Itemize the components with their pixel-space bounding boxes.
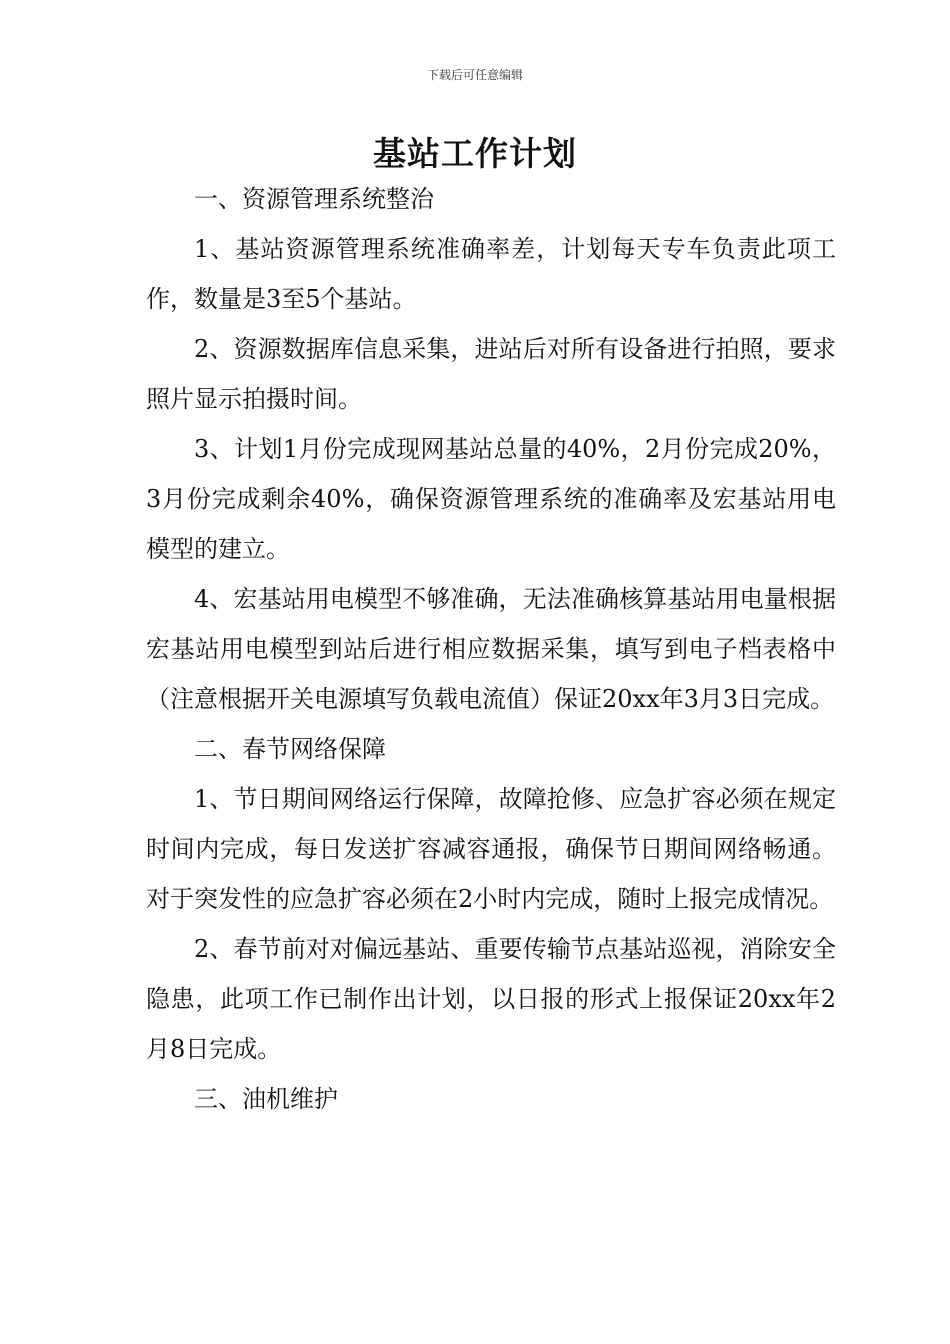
paragraph: 1、节日期间网络运行保障，故障抢修、应急扩容必须在规定时间内完成，每日发送扩容减容通报，确保节日期间网络畅通。对于突发性的应急扩容必须在2小时内完成，随时上报完成情况。 [146, 785, 836, 913]
section-heading-3: 三、油机维护 [194, 1085, 338, 1113]
paragraph: 3、计划1月份完成现网基站总量的40%，2月份完成20%，3月份完成剩余40%，确保资源管理系统的准确率及宏基站用电模型的建立。 [146, 435, 836, 563]
paragraph: 2、春节前对对偏远基站、重要传输节点基站巡视，消除安全隐患，此项工作已制作出计划，以日报的形式上报保证20xx年2月8日完成。 [146, 935, 836, 1063]
document-body [146, 174, 836, 1124]
paragraph: 4、宏基站用电模型不够准确，无法准确核算基站用电量根据宏基站用电模型到站后进行相应数据采集，填写到电子档表格中（注意根据开关电源填写负载电流值）保证20xx年3月3日完成。 [146, 585, 836, 713]
paragraph: 2、资源数据库信息采集，进站后对所有设备进行拍照，要求照片显示拍摄时间。 [146, 335, 836, 413]
section-heading-2: 二、春节网络保障 [194, 735, 386, 763]
document-title: 基站工作计划 [373, 134, 577, 173]
section-heading-1: 一、资源管理系统整治 [194, 185, 434, 213]
header-note: 下载后可任意编辑 [426, 68, 523, 82]
paragraph: 1、基站资源管理系统准确率差，计划每天专车负责此项工作，数量是3至5个基站。 [146, 235, 836, 313]
